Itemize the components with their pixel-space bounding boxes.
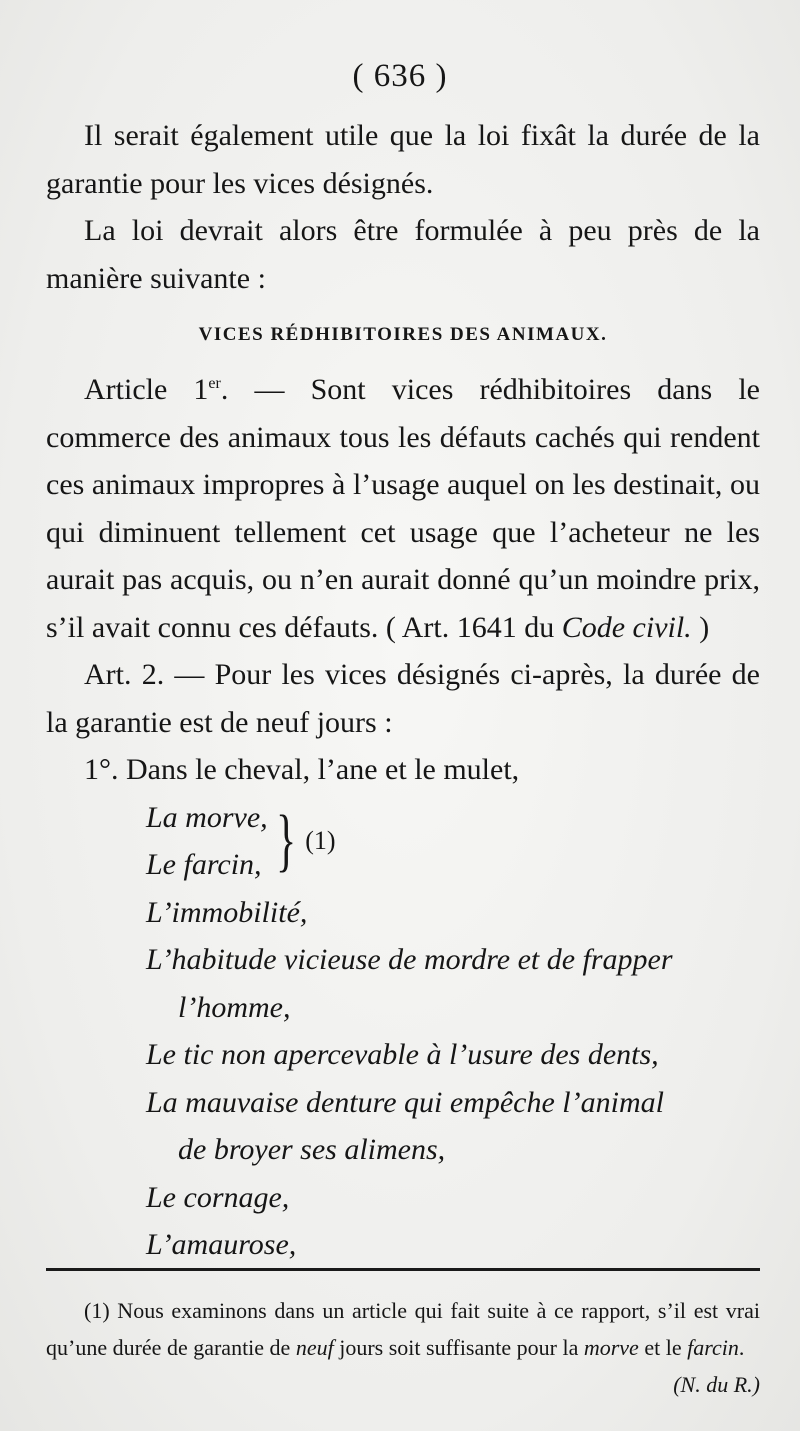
paragraph-1: Il serait également utile que la loi fixât la durée de la garantie pour les vices désignés. [46, 119, 760, 200]
vice-amaurose: L’amaurose, [146, 1228, 297, 1261]
vice-immobilite: L’immobilité, [146, 895, 308, 929]
footnote-part-3: et le [638, 1335, 688, 1360]
vice-denture-line-2: de broyer ses alimens, [178, 1133, 446, 1166]
footnote [46, 1292, 760, 1403]
right-brace-glyph: } [275, 802, 296, 879]
section-heading: VICES RÉDHIBITOIRES DES ANIMAUX. [198, 324, 608, 345]
footnote-rule [46, 1268, 760, 1271]
vice-habitude-line-2: l’homme, [178, 990, 291, 1024]
article-1-label: Article 1 [84, 373, 209, 406]
morve-farcin-group [146, 794, 760, 889]
vice-tic: Le tic non apercevable à l’usure des dents, [146, 1038, 659, 1071]
page-number: ( 636 ) [352, 58, 448, 94]
paragraph-2: La loi devrait alors être formulée à peu près de la manière suivante : [46, 214, 760, 295]
vice-cornage: Le cornage, [146, 1180, 290, 1214]
vice-denture-line-1: La mauvaise denture qui empêche l’animal [146, 1085, 664, 1119]
footnote-part-1: (1) Nous examinons dans un article qui fait suite à ce rapport, s’il est vrai qu’une durée de garantie de [46, 1298, 760, 1360]
footnote-farcin: farcin [687, 1335, 739, 1360]
footnote-marker: (1) [305, 826, 336, 856]
item-1-intro: 1°. Dans le cheval, l’ane et le mulet, [84, 753, 520, 786]
article-1-text: . — Sont vices rédhibitoires dans le commerce des animaux tous les défauts cachés qui rendent ces animaux impropres à l’usage auquel on les destinait, ou qui diminuent tellement cet usage que l’acheteur ne les aurait pas acquis, ou n’en aurait donné qu’un moindre prix, s’il avait connu ces défauts. ( Art. 1641 du [46, 373, 760, 644]
footnote-morve: morve [583, 1335, 639, 1360]
code-civil-ref: Code civil. [561, 610, 692, 644]
vices-list [146, 794, 760, 1269]
article-2: Art. 2. — Pour les vices désignés ci-après, la durée de la garantie est de neuf jours : [46, 658, 760, 739]
footnote-part-4: . [738, 1335, 745, 1360]
main-text [46, 112, 760, 1269]
article-1-sup: er [208, 375, 221, 392]
footnote-neuf: neuf [295, 1335, 334, 1360]
vice-farcin: Le farcin, [146, 848, 262, 881]
footnote-part-2: jours soit suffisante pour la [333, 1335, 584, 1360]
footnote-body [46, 1292, 760, 1366]
footnote-signature: (N. du R.) [673, 1372, 760, 1397]
article-1-close: ) [691, 610, 710, 644]
vice-morve: La morve, [146, 800, 268, 834]
footnote-signature-row [46, 1366, 760, 1403]
vice-habitude-line-1: L’habitude vicieuse de mordre et de frapper [146, 943, 673, 976]
article-1 [46, 360, 760, 651]
